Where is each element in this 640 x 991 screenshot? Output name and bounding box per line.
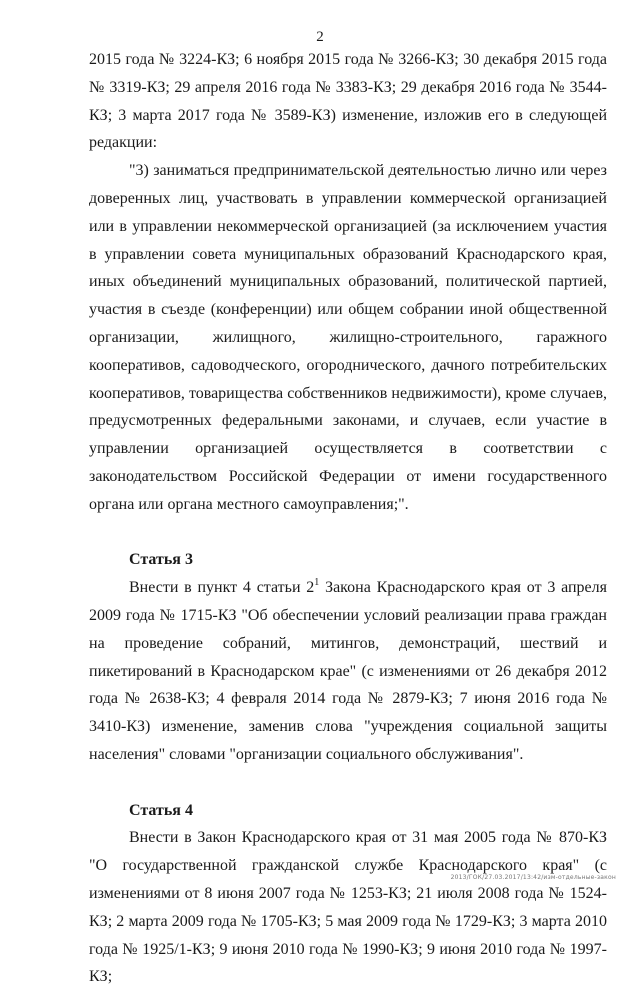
document-body <box>89 46 607 991</box>
article-3-heading: Статья 3 <box>129 551 193 569</box>
paragraph-continuation: 2015 года № 3224-КЗ; 6 ноября 2015 года № 3266-КЗ; 30 декабря 2015 года № 3319-КЗ; 29 апреля 2016 года № 3383-КЗ; 29 декабря 2016 года № 3544-КЗ; 3 марта 2017 года № 3589-КЗ) изменение, изложив его в следующей редакции: <box>89 51 607 152</box>
article-4-heading: Статья 4 <box>129 801 193 819</box>
paragraph-quoted-clause: "3) заниматься предпринимательской деятельностью лично или через доверенных лиц, участвовать в управлении коммерческой организацией или в управлении некоммерческой организацией (за исключением участия в управлении совета муниципальных образований Краснодарского края, иных объединений муниципальных образований, политической партией, участия в съезде (конференции) или общем собрании иной общественной организации, жилищного, жилищно-строительного, гаражного кооперативов, садоводческого, огороднического, дачного потребительских кооперативов, товарищества собственников недвижимости), кроме случаев, предусмотренных федеральными законами, и случаев, если участие в управлении организацией осуществляется в соответствии с законодательством Российской Федерации от имени государственного органа или органа местного самоуправления;". <box>89 162 607 513</box>
article-3-text-start: Внести в пункт 4 статьи 2 <box>129 579 315 597</box>
article-4-text: Внести в Закон Краснодарского края от 31 мая 2005 года № 870-КЗ "О государственной гражданской службе Краснодарского края" (с изменениями от 8 июня 2007 года № 1253-КЗ; 21 июля 2008 года № 1524-КЗ; 2 марта 2009 года № 1705-КЗ; 5 мая 2009 года № 1729-КЗ; 3 марта 2010 года № 1925/1-КЗ; 9 июня 2010 года № 1990-КЗ; 9 июня 2010 года № 1997-КЗ; <box>89 829 607 986</box>
page-number: 2 <box>316 29 324 45</box>
article-3-superscript: 1 <box>314 577 320 589</box>
footer-file-stamp: 2013/ГОК/27.03.2017/13:42/изм-отдельные-закон <box>450 874 616 881</box>
article-3-text-end: Закона Краснодарского края от 3 апреля 2009 года № 1715-КЗ "Об обеспечении условий реализации права граждан на проведение собраний, митингов, демонстраций, шествий и пикетирований в Краснодарском крае" (с изменениями от 26 декабря 2012 года № 2638-КЗ; 4 февраля 2014 года № 2879-КЗ; 7 июня 2016 года № 3410-КЗ) изменение, заменив слова "учреждения социальной защиты населения" словами "организации социального обслуживания". <box>89 579 608 763</box>
article-3-text <box>89 574 607 769</box>
